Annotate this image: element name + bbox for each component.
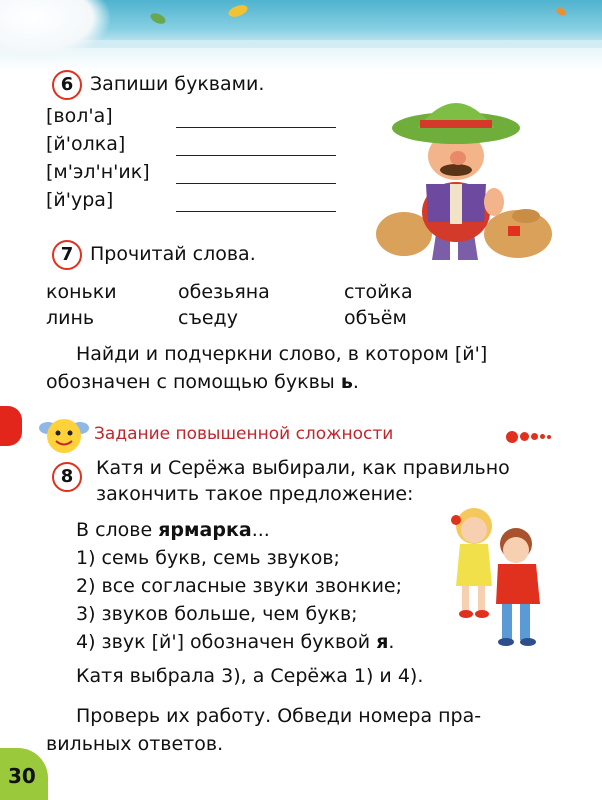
answer-line [176,183,336,184]
word-item: коньки [46,281,117,303]
instruction-punct: . [352,371,359,393]
pointer-hand-icon [0,406,22,446]
task-instruction: Найди и подчеркни слово, в котором [й'] [76,343,488,365]
transcription-item: [м'эл'н'ик] [46,161,150,183]
key-word: ярмарка [158,519,252,541]
answer-line [176,127,336,128]
option-item: 3) звуков больше, чем букв; [76,603,358,625]
check-instruction: вильных ответов. [46,733,224,755]
word-item: линь [46,307,95,329]
answers-text: Катя выбрала 3), а Серёжа 1) и 4). [76,665,424,687]
task-intro: закончить такое предложение: [96,483,414,505]
page-number: 30 [8,764,36,788]
smiley-mascot-icon [38,412,90,456]
check-instruction: Проверь их работу. Обведи номера пра- [76,705,482,727]
difficulty-dot [506,431,518,443]
word-item: обезьяна [178,281,270,303]
answer-line [176,155,336,156]
transcription-item: [й'олка] [46,133,126,155]
task-title: Прочитай слова. [90,243,256,265]
children-illustration [440,500,560,650]
instruction-text: обозначен с помощью буквы [46,371,341,393]
sentence-prefix: В слове [76,519,159,541]
highlight-letter: ь [340,371,353,393]
farmer-illustration [366,84,566,264]
answer-line [176,211,336,212]
option-item: 2) все согласные звуки звонкие; [76,575,403,597]
task-intro: Катя и Серёжа выбирали, как правильно [96,457,510,479]
transcription-item: [вол'а] [46,105,113,127]
task-number-badge: 7 [52,240,82,270]
transcription-item: [й'ура] [46,189,114,211]
task-number-badge: 6 [52,70,82,100]
sentence-ellipsis: ... [251,519,270,541]
word-item: стойка [344,281,413,303]
sentence-start [76,518,270,542]
task-instruction [46,370,359,394]
option-item: 1) семь букв, семь звуков; [76,547,340,569]
difficulty-dots [506,426,553,445]
difficulty-dot [520,432,529,441]
advanced-task-label: Задание повышенной сложности [94,424,394,444]
word-item: объём [344,307,407,329]
option-item [76,630,394,654]
cloud-decoration [0,0,110,60]
option-text: 4) звук [й'] обозначен буквой [76,631,377,653]
task-title: Запиши буквами. [90,73,265,95]
word-item: съеду [178,307,238,329]
highlight-letter: я [376,631,389,653]
difficulty-dot [531,433,538,440]
difficulty-dot [540,434,545,439]
difficulty-dot [547,435,551,439]
option-punct: . [388,631,395,653]
task-number-badge: 8 [52,462,82,492]
